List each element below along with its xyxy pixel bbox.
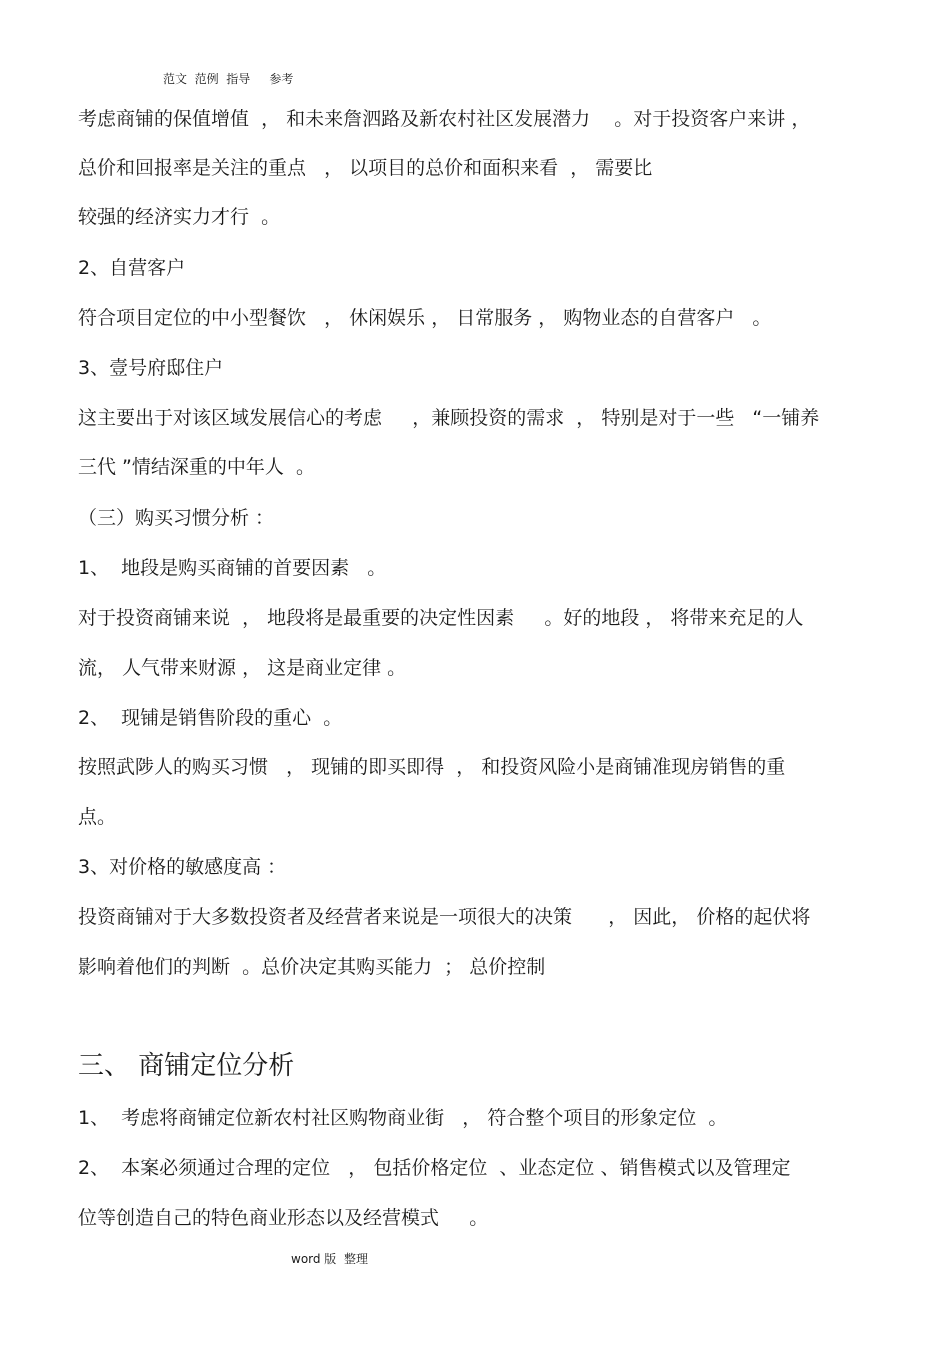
section-heading: 三、 商铺定位分析 xyxy=(78,1051,295,1081)
text-line: 位等创造自己的特色商业形态以及经营模式 。 xyxy=(78,1207,489,1229)
page-header: 范文 范例 指导 参考 xyxy=(163,72,294,86)
text-line: 3、壹号府邸住户 xyxy=(78,357,224,379)
text-line: 三代 ”情结深重的中年人 。 xyxy=(78,456,315,478)
text-line: 点。 xyxy=(78,806,117,828)
text-line: 按照武陟人的购买习惯 ， 现铺的即买即得 ， 和投资风险小是商铺准现房销售的重 xyxy=(78,756,786,778)
text-line: 考虑商铺的保值增值 ， 和未来詹泗路及新农村社区发展潜力 。对于投资客户来讲 ， xyxy=(78,108,811,130)
text-line: 对于投资商铺来说 ， 地段将是最重要的决定性因素 。好的地段 ， 将带来充足的人 xyxy=(78,607,804,629)
text-line: 符合项目定位的中小型餐饮 ， 休闲娱乐 ， 日常服务 ， 购物业态的自营客户 。 xyxy=(78,307,772,329)
text-line: 2、 现铺是销售阶段的重心 。 xyxy=(78,707,343,729)
text-line: 较强的经济实力才行 。 xyxy=(78,206,281,228)
text-line: 1、 地段是购买商铺的首要因素 。 xyxy=(78,557,387,579)
text-line: 2、 本案必须通过合理的定位 ， 包括价格定位 、业态定位 、销售模式以及管理定 xyxy=(78,1157,791,1179)
text-line: 这主要出于对该区域发展信心的考虑 ，兼顾投资的需求 ， 特别是对于一些 “一铺养 xyxy=(78,407,820,429)
text-line: （三）购买习惯分析 ： xyxy=(78,507,275,529)
text-line: 流， 人气带来财源 ， 这是商业定律 。 xyxy=(78,657,407,679)
text-line: 3、对价格的敏感度高 ： xyxy=(78,856,287,878)
text-line: 投资商铺对于大多数投资者及经营者来说是一项很大的决策 ， 因此， 价格的起伏将 xyxy=(78,906,811,928)
page-footer: word 版 整理 xyxy=(291,1252,368,1266)
text-line: 1、 考虑将商铺定位新农村社区购物商业街 ， 符合整个项目的形象定位 。 xyxy=(78,1107,728,1129)
text-line: 影响着他们的判断 。总价决定其购买能力 ； 总价控制 xyxy=(78,956,546,978)
text-line: 总价和回报率是关注的重点 ， 以项目的总价和面积来看 ， 需要比 xyxy=(78,157,653,179)
text-line: 2、自营客户 xyxy=(78,257,186,279)
